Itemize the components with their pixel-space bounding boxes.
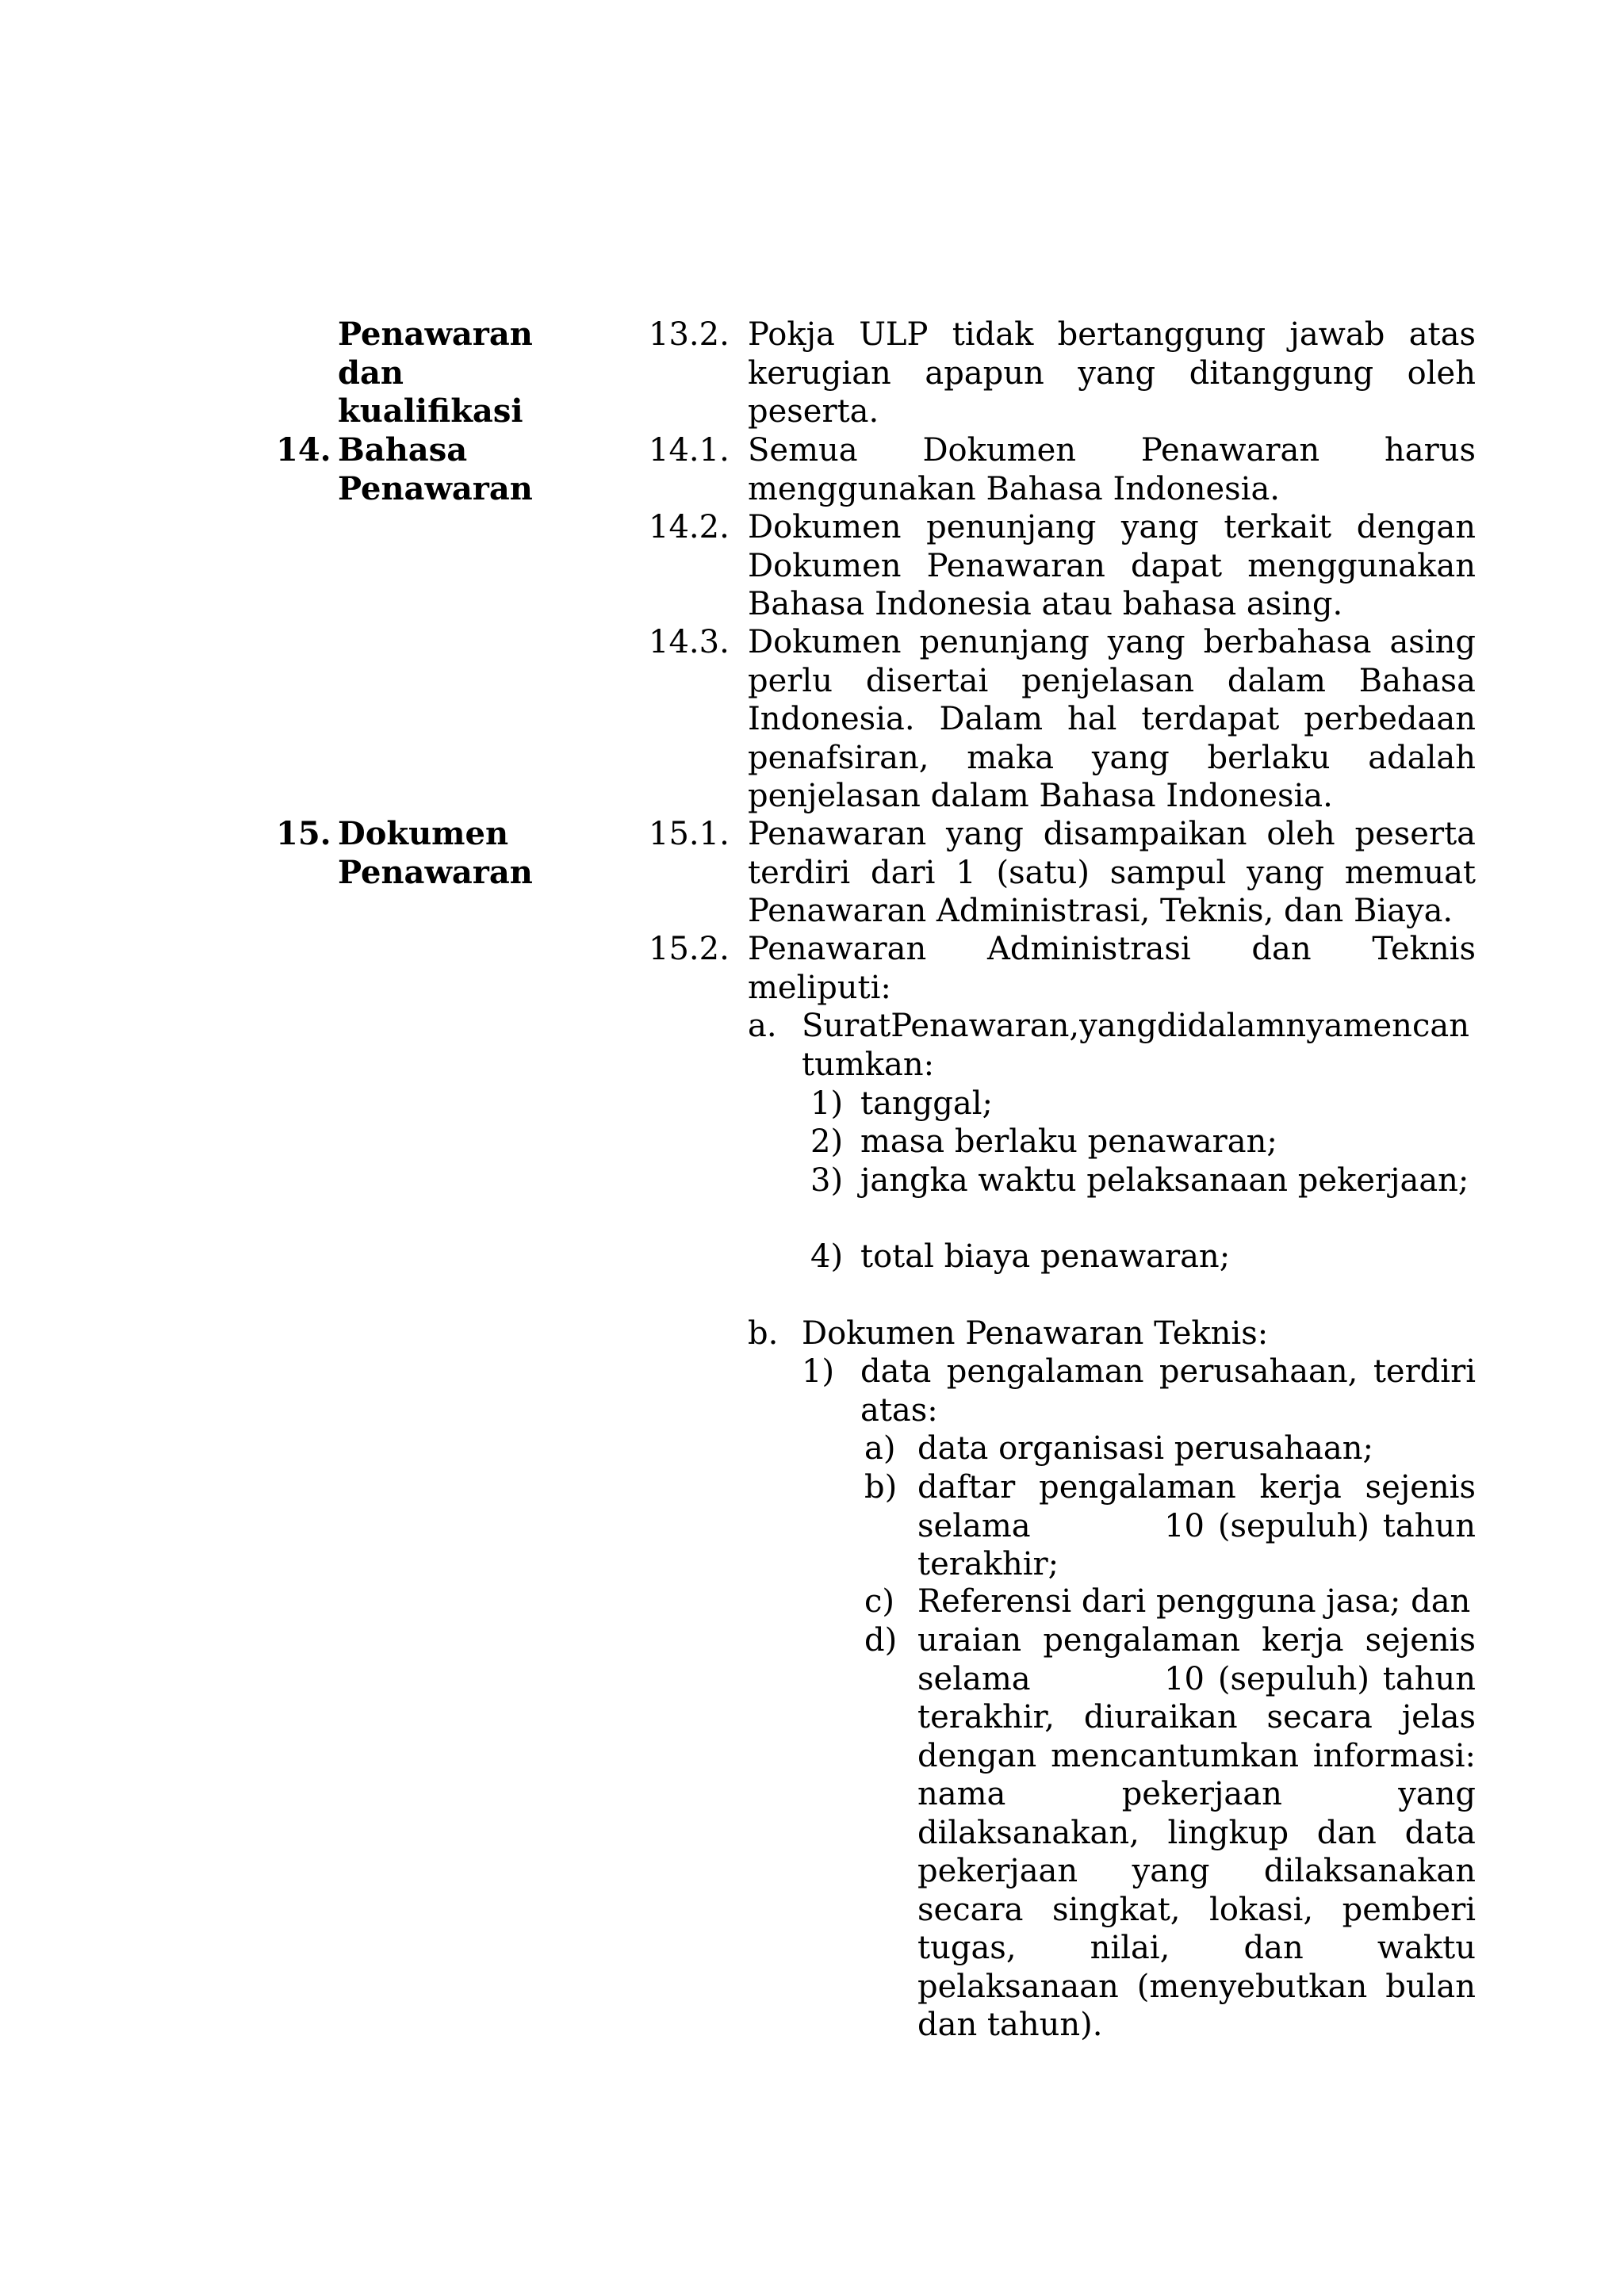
section-13-heading: Penawaran dan kualifikasi xyxy=(338,316,533,430)
clause-15-1-text: Penawaran yang disampaikan oleh peserta terdiri dari 1 (satu) sampul yang memuat Penawaran Administrasi, Teknis, dan Biaya. xyxy=(748,816,1476,929)
clause-14-2-number: 14.2. xyxy=(649,509,730,545)
list-a-item-text: total biaya penawaran; xyxy=(860,1238,1231,1275)
clause-13-2-number: 13.2. xyxy=(649,316,730,353)
list-b1-item-text: data organisasi perusahaan; xyxy=(917,1430,1373,1467)
list-b-marker: b. xyxy=(748,1315,779,1352)
clause-13-2-text: Pokja ULP tidak bertanggung jawab atas kerugian apapun yang ditanggung oleh peserta. xyxy=(748,316,1476,430)
clause-14-1-text: Semua Dokumen Penawaran harus menggunakan Bahasa Indonesia. xyxy=(748,432,1476,507)
list-a-item-marker: 1) xyxy=(810,1085,844,1122)
clause-14-1-number: 14.1. xyxy=(649,432,730,469)
list-b1-item-text: Referensi dari pengguna jasa; dan xyxy=(917,1583,1471,1620)
list-a-marker: a. xyxy=(748,1008,777,1044)
list-a-item-text: masa berlaku penawaran; xyxy=(860,1123,1277,1160)
list-b1-item-marker: d) xyxy=(864,1622,898,1659)
list-a-item-marker: 4) xyxy=(810,1238,844,1275)
list-b1-item-marker: b) xyxy=(864,1469,898,1506)
list-a-item-text: tanggal; xyxy=(860,1085,994,1122)
clause-14-3-text: Dokumen penunjang yang berbahasa asing perlu disertai penjelasan dalam Bahasa Indonesia. Dalam hal terdapat perbedaan penafsiran, maka yang berlaku adalah penjelasan dalam Bahasa Indonesia. xyxy=(748,624,1476,814)
list-a-text: SuratPenawaran,yangdidalamnyamencan tumkan: xyxy=(802,1008,1469,1083)
clause-14-2-text: Dokumen penunjang yang terkait dengan Dokumen Penawaran dapat menggunakan Bahasa Indonesia atau bahasa asing. xyxy=(748,509,1476,622)
list-b1-text: data pengalaman perusahaan, terdiri atas: xyxy=(860,1353,1476,1429)
list-b1-item-marker: a) xyxy=(864,1430,896,1467)
clause-15-2-number: 15.2. xyxy=(649,931,730,967)
section-14-number: 14. xyxy=(276,431,331,469)
list-a-item-marker: 2) xyxy=(810,1123,844,1160)
list-a-item-text: jangka waktu pelaksanaan pekerjaan; xyxy=(860,1162,1469,1199)
list-b1-marker: 1) xyxy=(802,1353,835,1390)
list-b-text: Dokumen Penawaran Teknis: xyxy=(802,1315,1269,1352)
section-15-heading: Dokumen Penawaran xyxy=(338,815,533,891)
section-14-heading: Bahasa Penawaran xyxy=(338,431,533,507)
section-15-number: 15. xyxy=(276,815,331,852)
clause-14-3-number: 14.3. xyxy=(649,624,730,660)
list-a-item-marker: 3) xyxy=(810,1162,844,1199)
list-b1-item-text: uraian pengalaman kerja sejenis selama 10 (sepuluh) tahun terakhir, diuraikan secara jelas dengan mencantumkan informasi: nama pekerjaan yang dilaksanakan, lingkup dan data pekerjaan yang dilaksanakan secara singkat, lokasi, pemberi tugas, nilai, dan waktu pelaksanaan (menyebutkan bulan dan tahun). xyxy=(917,1622,1476,2043)
list-b1-item-marker: c) xyxy=(864,1583,895,1620)
clause-15-2-text: Penawaran Administrasi dan Teknis meliputi: xyxy=(748,931,1476,1006)
clause-15-1-number: 15.1. xyxy=(649,816,730,852)
list-b1-item-text: daftar pengalaman kerja sejenis selama 10 (sepuluh) tahun terakhir; xyxy=(917,1469,1476,1582)
